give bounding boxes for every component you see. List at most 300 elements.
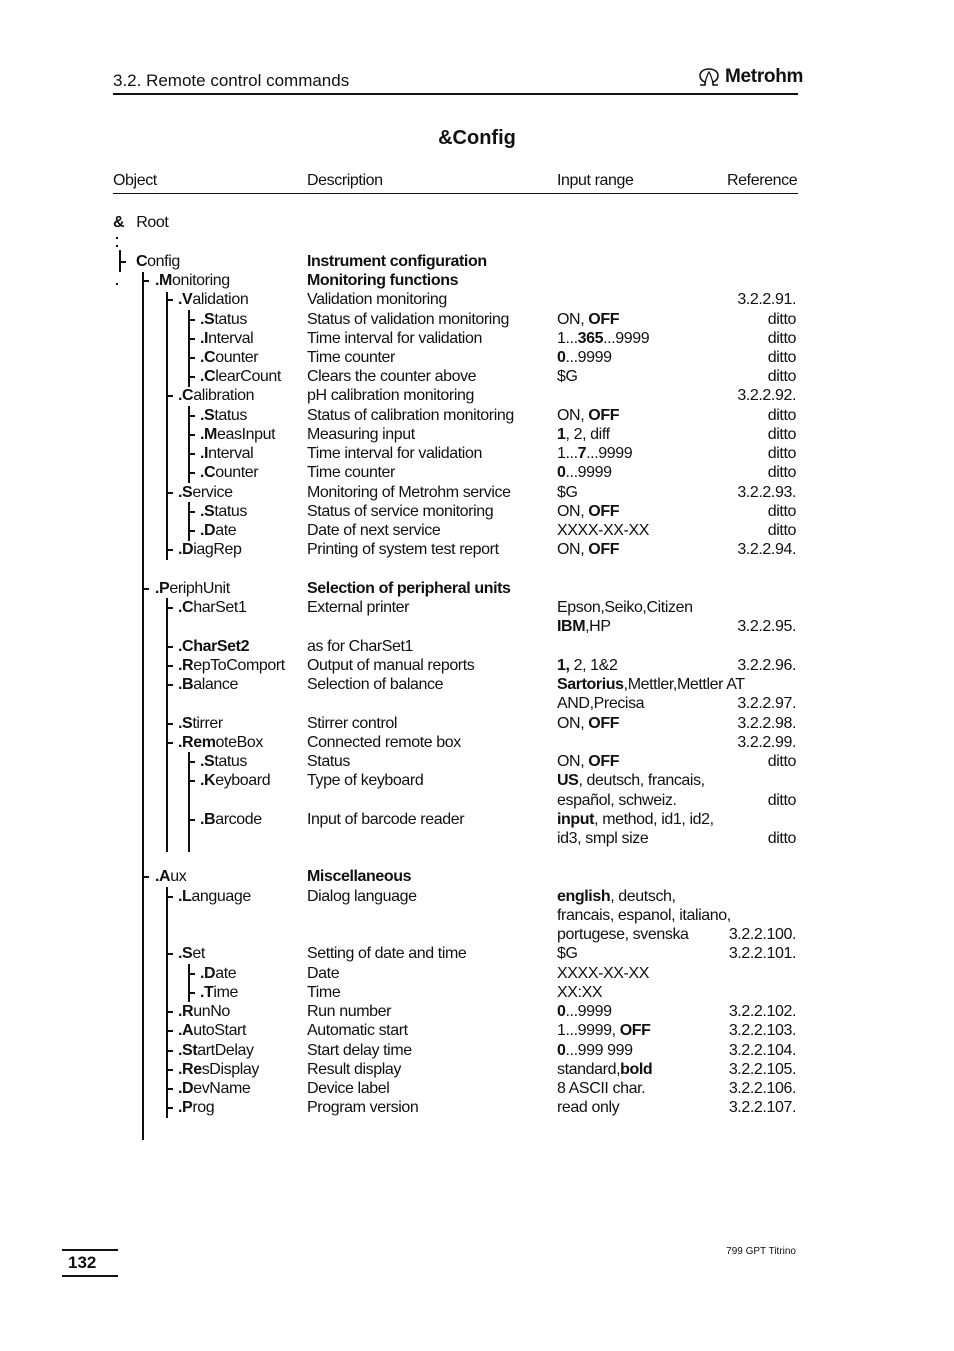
input-range-default: OFF xyxy=(588,407,620,424)
reference: ditto xyxy=(767,792,796,809)
object-name-rest: ate xyxy=(215,965,237,982)
description: Validation monitoring xyxy=(307,291,447,308)
object-name xyxy=(200,983,238,1002)
description: Run number xyxy=(307,1003,392,1020)
table-row xyxy=(0,386,954,405)
object-name-abbrev: .C xyxy=(200,464,216,481)
input-range xyxy=(557,1079,645,1098)
table-row xyxy=(0,444,954,463)
object-name xyxy=(178,1098,214,1117)
object-name-rest: tirrer xyxy=(192,715,223,732)
table-row xyxy=(0,252,954,271)
description: Time interval for validation xyxy=(307,445,482,462)
table-row xyxy=(0,752,954,771)
object-name xyxy=(178,637,249,656)
table-row xyxy=(0,694,954,713)
object-name xyxy=(178,1021,246,1040)
object-name-rest: epToComport xyxy=(193,657,285,674)
object-name-abbrev: .K xyxy=(200,772,216,789)
column-header-rule xyxy=(113,193,798,194)
page-title: &Config xyxy=(438,127,516,149)
input-range xyxy=(557,444,632,463)
object-name-abbrev: .CharSet2 xyxy=(178,638,250,655)
input-range-default: OFF xyxy=(619,1022,651,1039)
reference: 3.2.2.103. xyxy=(728,1022,796,1039)
input-range xyxy=(557,540,619,559)
input-range xyxy=(557,406,619,425)
description: pH calibration monitoring xyxy=(307,387,474,404)
object-name xyxy=(200,463,258,482)
object-name-rest: sDisplay xyxy=(201,1061,259,1078)
object-name xyxy=(155,271,230,290)
input-range-default: OFF xyxy=(588,311,620,328)
object-name-rest: easInput xyxy=(216,426,276,443)
object-name xyxy=(200,752,247,771)
reference: 3.2.2.94. xyxy=(737,541,796,558)
object-name xyxy=(178,714,223,733)
object-name-rest: iagRep xyxy=(193,541,242,558)
object-name-rest: ime xyxy=(213,984,239,1001)
input-range-text: Epson,Seiko,Citizen xyxy=(557,599,693,616)
reference: ditto xyxy=(767,407,796,424)
description: Date xyxy=(307,965,340,982)
description: Clears the counter above xyxy=(307,368,477,385)
object-name-abbrev: .S xyxy=(178,715,193,732)
table-row xyxy=(0,271,954,290)
object-name-rest: ounter xyxy=(215,349,259,366)
object-name-rest: ux xyxy=(170,868,187,885)
object-name-abbrev: .T xyxy=(200,984,214,1001)
reference: ditto xyxy=(767,464,796,481)
object-name xyxy=(200,329,253,348)
object-name xyxy=(200,367,281,386)
description: Instrument configuration xyxy=(307,253,487,270)
object-name-rest: rog xyxy=(192,1099,215,1116)
input-range-text: 1... xyxy=(557,330,578,347)
table-row xyxy=(0,521,954,540)
reference: 3.2.2.92. xyxy=(737,387,796,404)
object-name-rest: alance xyxy=(193,676,238,693)
header-section-title: 3.2. Remote control commands xyxy=(113,71,350,90)
input-range-text: XXXX-XX-XX xyxy=(557,522,650,539)
object-name xyxy=(178,483,233,502)
object-name xyxy=(178,598,246,617)
object-name-abbrev: .C xyxy=(178,599,194,616)
input-range-text: , deutsch, xyxy=(610,888,676,905)
input-range-default: english xyxy=(557,888,611,905)
object-name-abbrev: .A xyxy=(155,868,171,885)
object-name-rest: ounter xyxy=(215,464,259,481)
reference: ditto xyxy=(767,522,796,539)
input-range xyxy=(557,983,602,1002)
object-name-abbrev: .R xyxy=(178,657,194,674)
input-range-default: Sartorius xyxy=(557,676,624,693)
table-row xyxy=(0,887,954,906)
object-name xyxy=(178,386,254,405)
input-range-text: portugese, svenska xyxy=(557,926,689,943)
object-name-abbrev: .C xyxy=(200,349,216,366)
object-name-abbrev: .D xyxy=(178,1080,194,1097)
object-name-abbrev: .S xyxy=(200,407,215,424)
input-range-default: 0 xyxy=(557,464,566,481)
input-range xyxy=(557,463,612,482)
description: Time counter xyxy=(307,349,395,366)
description: Automatic start xyxy=(307,1022,408,1039)
object-name-rest: alidation xyxy=(192,291,249,308)
object-name-abbrev: .St xyxy=(178,1042,198,1059)
input-range-text: ON, xyxy=(557,311,589,328)
object-name-rest: nterval xyxy=(208,445,254,462)
input-range-text: XX:XX xyxy=(557,984,603,1001)
object-name-rest: onitoring xyxy=(171,272,230,289)
description: Program version xyxy=(307,1099,419,1116)
table-row xyxy=(0,483,954,502)
object-name-abbrev: .Rem xyxy=(178,734,216,751)
object-name-rest: harSet1 xyxy=(193,599,247,616)
reference: 3.2.2.102. xyxy=(728,1003,796,1020)
input-range xyxy=(557,752,619,771)
input-range xyxy=(557,1098,619,1117)
reference: ditto xyxy=(767,311,796,328)
input-range-text: 1...9999, xyxy=(557,1022,620,1039)
table-row xyxy=(0,791,954,810)
input-range-text: ...9999 xyxy=(603,330,650,347)
input-range-text: AND,Precisa xyxy=(557,695,645,712)
input-range-default: OFF xyxy=(588,503,620,520)
input-range-text: , deutsch, francais, xyxy=(578,772,705,789)
description: External printer xyxy=(307,599,410,616)
object-name xyxy=(200,810,262,829)
object-name-abbrev: .C xyxy=(200,368,216,385)
description: Selection of balance xyxy=(307,676,444,693)
table-row xyxy=(0,463,954,482)
object-name-rest: utoStart xyxy=(193,1022,247,1039)
object-name xyxy=(200,406,247,425)
description: Status of service monitoring xyxy=(307,503,494,520)
input-range-text: ...999 999 xyxy=(565,1042,633,1059)
input-range-text: ,Mettler,Mettler AT xyxy=(623,676,745,693)
table-row xyxy=(0,675,954,694)
input-range xyxy=(557,617,611,636)
object-name xyxy=(200,348,258,367)
object-name xyxy=(155,867,186,886)
reference: 3.2.2.104. xyxy=(728,1042,796,1059)
table-row xyxy=(0,598,954,617)
object-name xyxy=(200,964,236,983)
object-name xyxy=(178,1002,230,1021)
input-range-default: input xyxy=(557,811,595,828)
description: Connected remote box xyxy=(307,734,461,751)
input-range-text: $G xyxy=(557,484,578,501)
input-range-text: , 2, diff xyxy=(565,426,610,443)
input-range-text: 2, 1&2 xyxy=(569,657,618,674)
object-name-abbrev: .M xyxy=(200,426,217,443)
root-symbol: & xyxy=(113,214,125,231)
input-range-default: 0 xyxy=(557,1003,566,1020)
input-range-text: ...9999 xyxy=(586,445,633,462)
object-name xyxy=(178,1060,259,1079)
description: Input of barcode reader xyxy=(307,811,465,828)
object-name xyxy=(200,771,270,790)
reference: ditto xyxy=(767,503,796,520)
table-row xyxy=(0,867,954,886)
description: Output of manual reports xyxy=(307,657,475,674)
object-name xyxy=(178,944,205,963)
object-name-abbrev: .I xyxy=(200,330,209,347)
description: Dialog language xyxy=(307,888,417,905)
reference: 3.2.2.95. xyxy=(737,618,796,635)
column-header-reference: Reference xyxy=(727,172,798,189)
input-range-default: 7 xyxy=(577,445,587,462)
reference: ditto xyxy=(767,368,796,385)
input-range-default: OFF xyxy=(588,715,620,732)
object-name xyxy=(178,290,248,309)
table-row xyxy=(0,656,954,675)
table-row xyxy=(0,406,954,425)
description: Time counter xyxy=(307,464,395,481)
input-range-default: US xyxy=(557,772,579,789)
description: Time xyxy=(307,984,341,1001)
object-name-abbrev: C xyxy=(136,253,148,270)
input-range-default: 365 xyxy=(577,330,604,347)
input-range xyxy=(557,829,648,848)
object-name xyxy=(155,579,230,598)
object-name-abbrev: .P xyxy=(178,1099,193,1116)
object-name xyxy=(200,521,236,540)
description: as for CharSet1 xyxy=(307,638,414,655)
object-name xyxy=(178,656,285,675)
column-header-description: Description xyxy=(307,172,383,189)
input-range xyxy=(557,310,619,329)
input-range xyxy=(557,483,578,502)
object-name-abbrev: .B xyxy=(178,676,194,693)
table-row xyxy=(0,829,954,848)
input-range-text: $G xyxy=(557,945,578,962)
object-name-rest: ate xyxy=(215,522,237,539)
table-row xyxy=(0,906,954,925)
input-range xyxy=(557,1060,652,1079)
reference: 3.2.2.97. xyxy=(737,695,796,712)
column-header-object: Object xyxy=(113,172,157,189)
column-header-input-range: Input range xyxy=(557,172,634,189)
input-range xyxy=(557,1041,633,1060)
table-row xyxy=(0,771,954,790)
description: Start delay time xyxy=(307,1042,412,1059)
description: Monitoring functions xyxy=(307,272,459,289)
input-range xyxy=(557,1021,651,1040)
reference: 3.2.2.105. xyxy=(728,1061,796,1078)
input-range-default: 0 xyxy=(557,349,566,366)
object-name-abbrev: .D xyxy=(200,522,216,539)
object-name-rest: tatus xyxy=(214,407,248,424)
object-name-abbrev: .S xyxy=(178,484,193,501)
object-name-abbrev: .D xyxy=(200,965,216,982)
brand-name: Metrohm xyxy=(725,66,804,87)
object-name-abbrev: .A xyxy=(178,1022,194,1039)
table-row xyxy=(0,964,954,983)
reference: ditto xyxy=(767,349,796,366)
input-range-default: 1 xyxy=(557,426,566,443)
description: Result display xyxy=(307,1061,402,1078)
input-range-default: OFF xyxy=(588,541,620,558)
table-row xyxy=(0,983,954,1002)
table-row xyxy=(0,810,954,829)
input-range-default: bold xyxy=(620,1061,653,1078)
table-row xyxy=(0,329,954,348)
input-range-text: ON, xyxy=(557,541,589,558)
description: Status of validation monitoring xyxy=(307,311,509,328)
input-range-text: ON, xyxy=(557,753,589,770)
reference: 3.2.2.96. xyxy=(737,657,796,674)
input-range xyxy=(557,1002,612,1021)
object-name-rest: et xyxy=(192,945,205,962)
omega-logo-icon xyxy=(697,67,721,87)
object-name-rest: eyboard xyxy=(215,772,271,789)
description: Type of keyboard xyxy=(307,772,424,789)
object-name-abbrev: .M xyxy=(155,272,172,289)
object-name-abbrev: .R xyxy=(178,1003,194,1020)
table-row xyxy=(0,733,954,752)
input-range xyxy=(557,964,649,983)
object-name-abbrev: .S xyxy=(200,503,215,520)
table-row xyxy=(0,540,954,559)
input-range xyxy=(557,656,617,675)
object-name-rest: nterval xyxy=(208,330,254,347)
input-range-text: francais, espanol, italiano, xyxy=(557,907,731,924)
reference: 3.2.2.107. xyxy=(728,1099,796,1116)
object-name xyxy=(136,252,180,271)
object-name-abbrev: .L xyxy=(178,888,192,905)
object-name-abbrev: .D xyxy=(178,541,194,558)
tree-dot xyxy=(116,237,118,239)
reference: 3.2.2.98. xyxy=(737,715,796,732)
input-range-default: 0 xyxy=(557,1042,566,1059)
reference: 3.2.2.93. xyxy=(737,484,796,501)
reference: 3.2.2.100. xyxy=(728,926,796,943)
reference: 3.2.2.99. xyxy=(737,734,796,751)
brand-logo xyxy=(697,66,803,88)
input-range-text: ...9999 xyxy=(565,1003,612,1020)
description: Miscellaneous xyxy=(307,868,412,885)
object-name-rest: anguage xyxy=(191,888,251,905)
input-range xyxy=(557,944,578,963)
object-name-rest: artDelay xyxy=(197,1042,254,1059)
object-name xyxy=(178,1079,250,1098)
input-range-text: ,HP xyxy=(585,618,611,635)
input-range-text: $G xyxy=(557,368,578,385)
input-range-default: 1, xyxy=(557,657,570,674)
object-name-rest: arcode xyxy=(215,811,262,828)
description: Status xyxy=(307,753,350,770)
table-row xyxy=(0,425,954,444)
description: Setting of date and time xyxy=(307,945,467,962)
object-name-rest: onfig xyxy=(147,253,180,270)
reference: ditto xyxy=(767,330,796,347)
object-name-rest: ervice xyxy=(192,484,233,501)
table-row xyxy=(0,617,954,636)
table-row xyxy=(0,1060,954,1079)
input-range xyxy=(557,329,649,348)
input-range xyxy=(557,425,610,444)
reference: 3.2.2.101. xyxy=(728,945,796,962)
input-range-text: 8 ASCII char. xyxy=(557,1080,646,1097)
object-name-abbrev: .S xyxy=(200,753,215,770)
reference: ditto xyxy=(767,426,796,443)
object-name xyxy=(200,425,275,444)
object-name-abbrev: .P xyxy=(155,580,170,597)
input-range xyxy=(557,714,619,733)
input-range-text: XXXX-XX-XX xyxy=(557,965,650,982)
object-name-abbrev: .S xyxy=(178,945,193,962)
reference: ditto xyxy=(767,445,796,462)
object-name xyxy=(200,502,247,521)
object-name-rest: eriphUnit xyxy=(169,580,230,597)
table-row xyxy=(0,1002,954,1021)
table-row xyxy=(0,310,954,329)
table-row xyxy=(0,925,954,944)
root-row xyxy=(113,213,313,232)
object-name-abbrev: .Re xyxy=(178,1061,202,1078)
table-row xyxy=(0,714,954,733)
input-range-default: OFF xyxy=(588,753,620,770)
object-name-abbrev: .V xyxy=(178,291,193,308)
input-range-text: español, schweiz. xyxy=(557,792,677,809)
header-rule xyxy=(113,93,798,95)
description: Selection of peripheral units xyxy=(307,580,511,597)
input-range xyxy=(557,521,649,540)
input-range xyxy=(557,694,644,713)
reference: ditto xyxy=(767,830,796,847)
object-name-rest: oteBox xyxy=(215,734,263,751)
input-range xyxy=(557,348,612,367)
description: Time interval for validation xyxy=(307,330,482,347)
page-number: 132 xyxy=(62,1249,118,1277)
object-name-rest: alibration xyxy=(193,387,255,404)
table-row xyxy=(0,637,954,656)
object-name xyxy=(178,887,251,906)
description: Status of calibration monitoring xyxy=(307,407,514,424)
table-row xyxy=(0,1021,954,1040)
object-name xyxy=(178,540,242,559)
table-row xyxy=(0,290,954,309)
object-name xyxy=(200,444,253,463)
reference: 3.2.2.106. xyxy=(728,1080,796,1097)
object-name xyxy=(178,1041,254,1060)
object-name-rest: tatus xyxy=(214,753,248,770)
tree-dot xyxy=(116,245,118,247)
table-row xyxy=(0,348,954,367)
input-range-text: id3, smpl size xyxy=(557,830,649,847)
input-range-text: ...9999 xyxy=(565,349,612,366)
input-range-text: ...9999 xyxy=(565,464,612,481)
root-label: Root xyxy=(136,214,169,231)
object-name-rest: tatus xyxy=(214,503,248,520)
table-row xyxy=(0,579,954,598)
object-name xyxy=(200,310,247,329)
description: Measuring input xyxy=(307,426,415,443)
description: Device label xyxy=(307,1080,390,1097)
input-range-text: read only xyxy=(557,1099,620,1116)
input-range-text: standard, xyxy=(557,1061,621,1078)
input-range xyxy=(557,367,578,386)
input-range-text: ON, xyxy=(557,715,589,732)
object-name-abbrev: .C xyxy=(178,387,194,404)
object-name xyxy=(178,733,263,752)
footer-product: 799 GPT Titrino xyxy=(726,1246,796,1257)
table-row xyxy=(0,1079,954,1098)
reference: 3.2.2.91. xyxy=(737,291,796,308)
input-range xyxy=(557,502,619,521)
